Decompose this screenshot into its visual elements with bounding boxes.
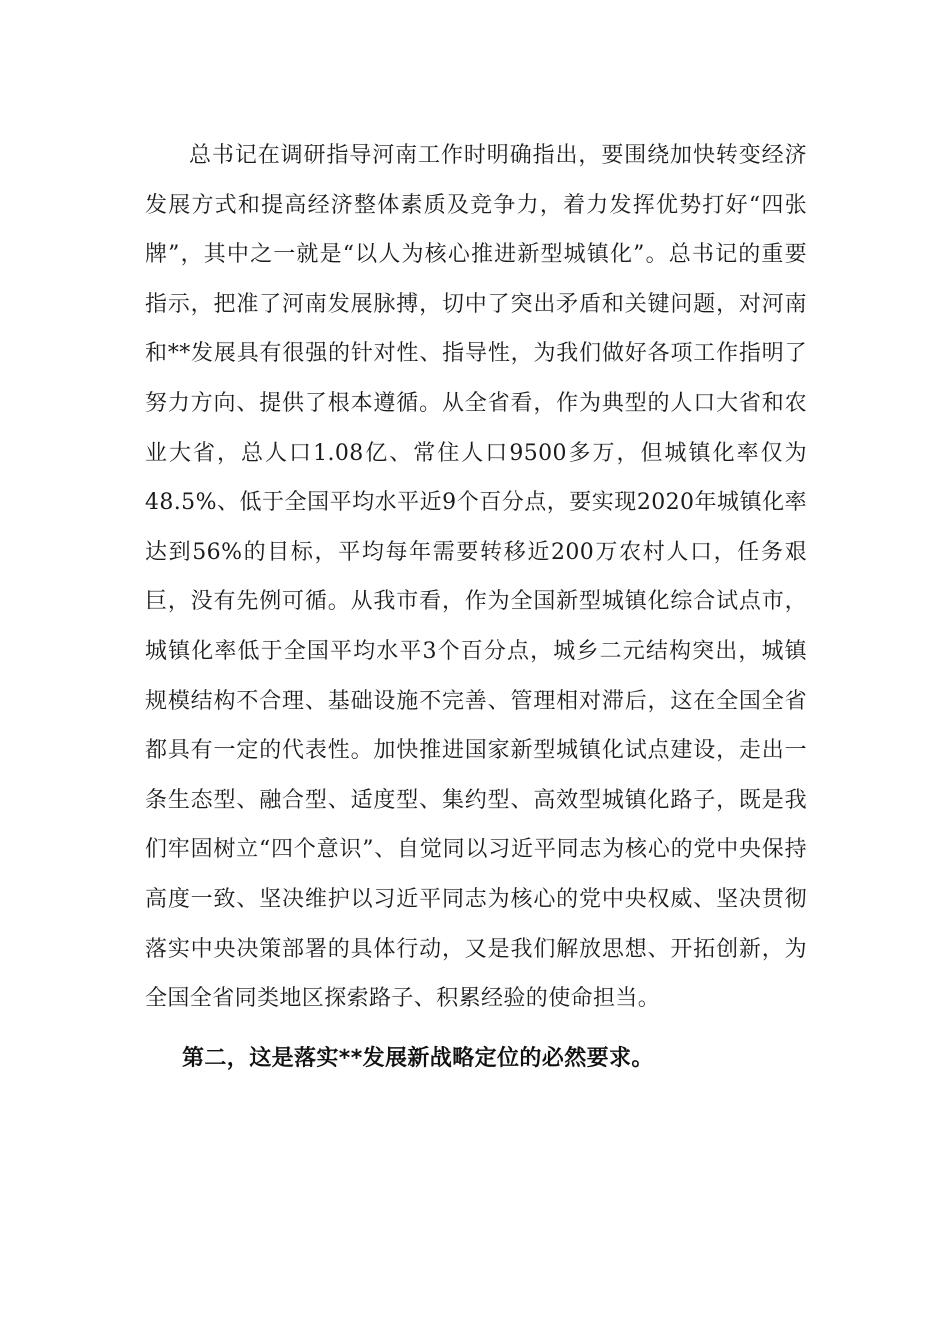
body-paragraph: 总书记在调研指导河南工作时明确指出，要围绕加快转变经济发展方式和提高经济整体素质及竞争力，着力发挥优势打好“四张牌”，其中之一就是“以人为核心推进新型城镇化”。总书记的重要指示，把准了河南发展脉搏，切中了突出矛盾和关键问题，对河南和**发展具有很强的针对性、指导性，为我们做好各项工作指明了努力方向、提供了根本遵循。从全省看，作为典型的人口大省和农业大省，总人口1.08亿、常住人口9500多万，但城镇化率仅为48.5%、低于全国平均水平近9个百分点，要实现2020年城镇化率达到56%的目标，平均每年需要转移近200万农村人口，任务艰巨，没有先例可循。从我市看，作为全国新型城镇化综合试点市，城镇化率低于全国平均水平3个百分点，城乡二元结构突出，城镇规模结构不合理、基础设施不完善、管理相对滞后，这在全国全省都具有一定的代表性。加快推进国家新型城镇化试点建设，走出一条生态型、融合型、适度型、集约型、高效型城镇化路子，既是我们牢固树立“四个意识”、自觉同以习近平同志为核心的党中央保持高度一致、坚决维护以习近平同志为核心的党中央权威、坚决贯彻落实中央决策部署的具体行动，又是我们解放思想、开拓创新，为全国全省同类地区探索路子、积累经验的使命担当。 [145, 143, 807, 1012]
section-heading: 第二，这是落实**发展新战略定位的必然要求。 [182, 1046, 654, 1071]
